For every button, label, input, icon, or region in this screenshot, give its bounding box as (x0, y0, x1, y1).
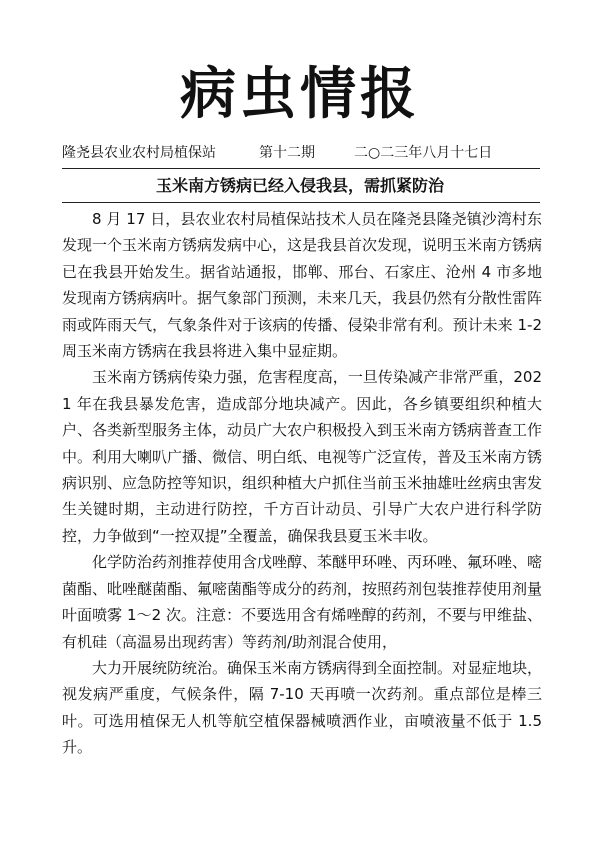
article-headline: 玉米南方锈病已经入侵我县，需抓紧防治 (155, 176, 444, 195)
paragraph-unified-control: 大力开展统防统治。确保玉米南方锈病得到全面控制。对显症地块，视发病严重度，气候条件，隔 7-10 天再喷一次药剂。重点部位是棒三叶。可选用植保无人机等航空植保器械喷洒作业，亩喷液量不低于 1.5 升。 (62, 658, 543, 757)
issuer-name: 隆尧县农业农村局植保站 (62, 145, 216, 161)
paragraph-chemical-control: 化学防治药剂推荐使用含戊唑醇、苯醚甲环唑、丙环唑、氟环唑、嘧菌酯、吡唑醚菌酯、氟嘧菌酯等成分的药剂，按照药剂包装推荐使用剂量叶面喷雾 1～2 次。注意：不要选用含有烯唑醇的药剂，不要与甲维盐、有机硅（高温易出现药害）等药剂/助剂混合使用， (62, 553, 543, 651)
masthead-title: 病虫情报 (180, 62, 420, 127)
bottom-divider (62, 202, 540, 203)
issue-info-line (62, 141, 542, 165)
top-divider (62, 168, 540, 169)
article-body (62, 206, 542, 761)
issue-number: 第十二期 (259, 145, 315, 161)
issue-date: 二○二三年八月十七日 (354, 145, 493, 161)
paragraph-discovery: 8 月 17 日，县农业农村局植保站技术人员在隆尧县隆尧镇沙湾村东发现一个玉米南方锈病发病中心，这是我县首次发现，说明玉米南方锈病已在我县开始发生。据省站通报，邯郸、邢台、石家庄、沧州 4 市多地发现南方锈病病叶。据气象部门预测，未来几天，我县仍然有分散性雷阵雨或阵雨天气，气象条件对于该病的传播、侵染非常有利。预计未来 1-2 周玉米南方锈病在我县将进入集中显症期。 (62, 210, 543, 361)
paragraph-prevention: 玉米南方锈病传染力强，危害程度高，一旦传染减产非常严重，2021 年在我县暴发危害，造成部分地块减产。因此，各乡镇要组织种植大户、各类新型服务主体，动员广大农户积极投入到玉米南方锈病普查工作中。利用大喇叭广播、微信、明白纸、电视等广泛宣传，普及玉米南方锈病识别、应急防控等知识，组织种植大户抓住当前玉米抽雄吐丝病虫害发生关键时期，主动进行防控，千方百计动员、引导广大农户进行科学防控，力争做到“一控双提”全覆盖，确保我县夏玉米丰收。 (62, 368, 543, 545)
